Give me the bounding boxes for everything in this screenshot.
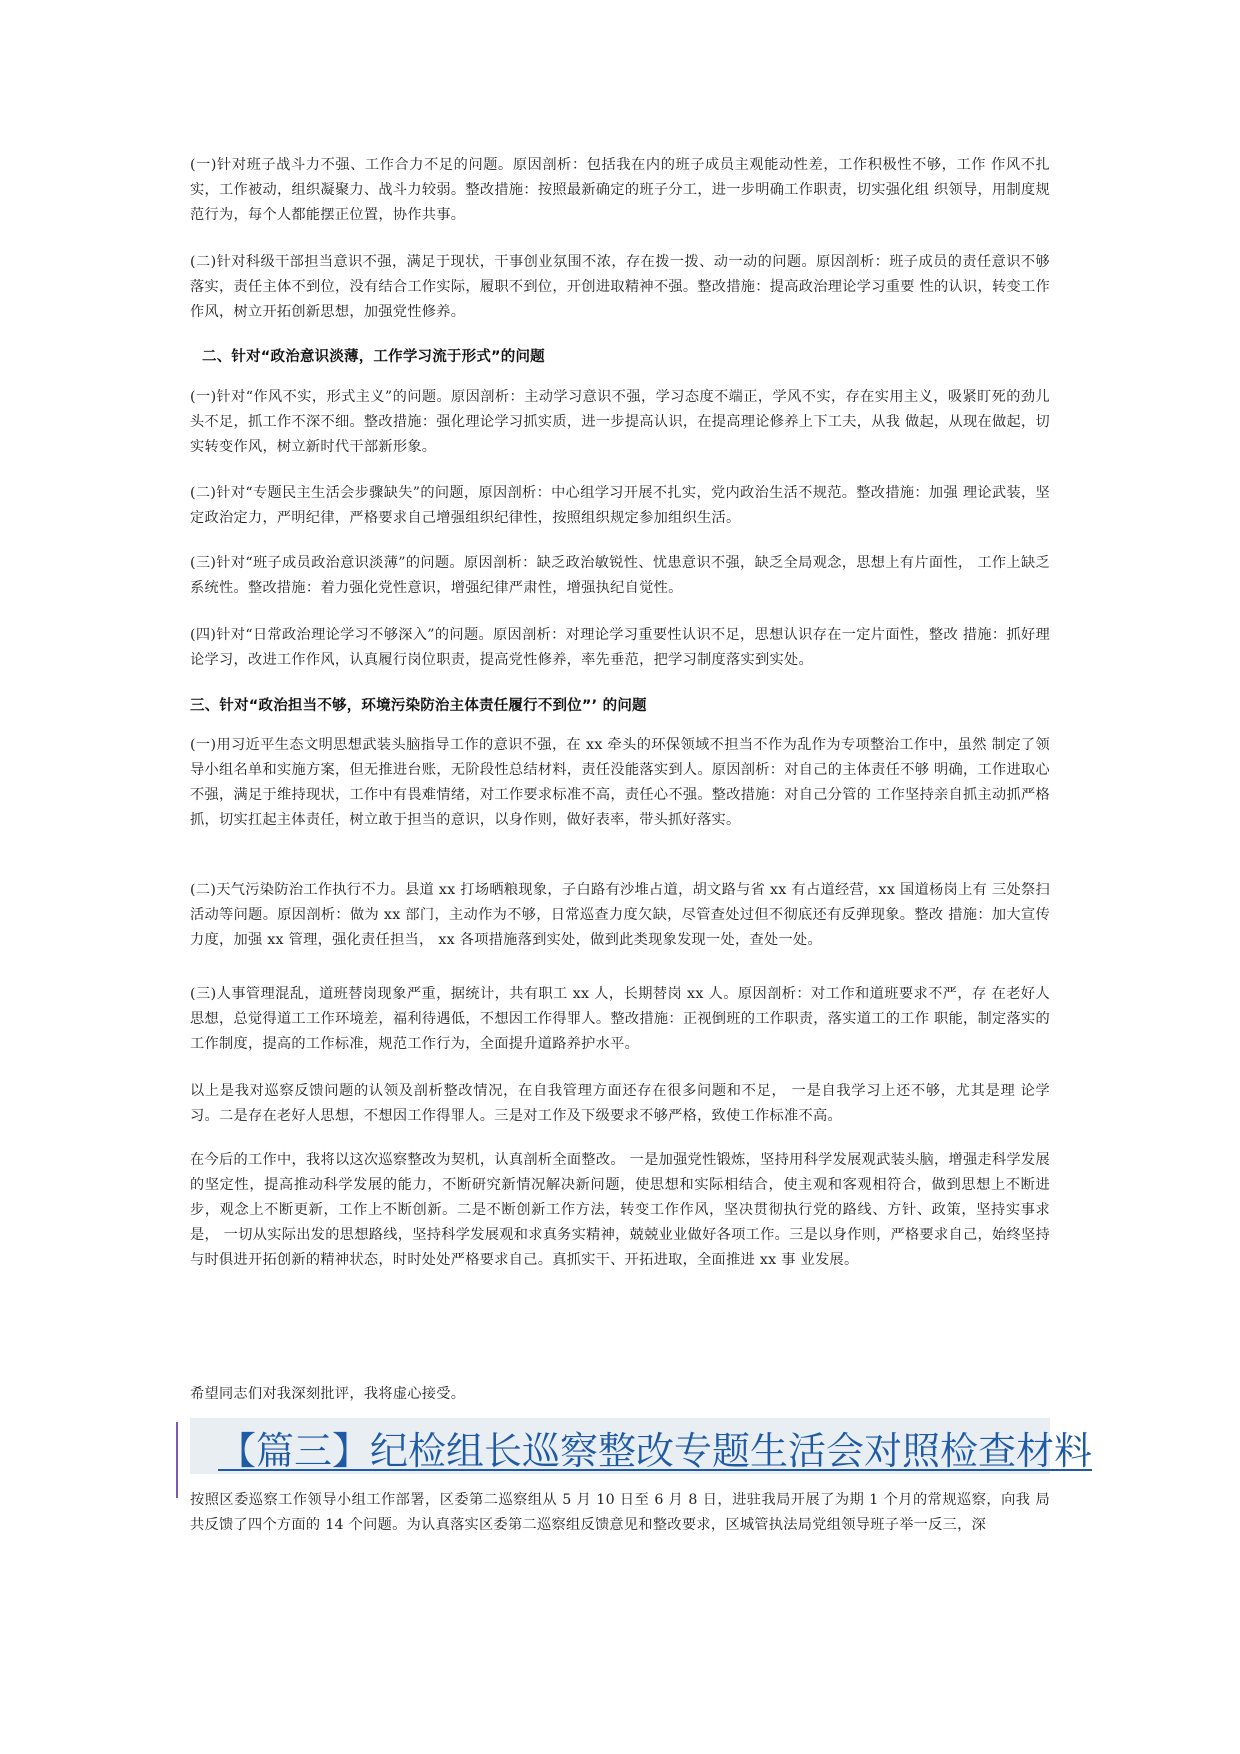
paragraph: 按照区委巡察工作领导小组工作部署，区委第二巡察组从 5 月 10 日至 6 月 8 日，进驻我局开展了为期 1 个月的常规巡察，向我 局共反馈了四个方面的 14 个问题。为认真落实区委第二巡察组反馈意见和整改要求，区城管执法局党组领导班子举一反三，深: [190, 1492, 1050, 1533]
paragraph: (一)针对班子战斗力不强、工作合力不足的问题。原因剖析：包括我在内的班子成员主观能动性差，工作积极性不够，工作 作风不扎实，工作被动，组织凝聚力、战斗力较弱。整改措施：按照最新确定的班子分工，进一步明确工作职责，切实强化组 织领导，用制度规范行为，每个人都能摆正位置，协作共事。: [190, 157, 1050, 223]
paragraph: 在今后的工作中，我将以这次巡察整改为契机，认真剖析全面整改。 一是加强党性锻炼，坚持用科学发展观武装头脑，增强走科学发展的坚定性，提高推动科学发展的能力，不断研究新情况解决新问题，使思想和实际相结合，使主观和客观相符合，做到思想上不断进步，观念上不断更新，工作上不断创新。二是不断创新工作方法，转变工作作风，坚决贯彻执行党的路线、方针、政策，坚持实事求是， 一切从实际出发的思想路线，坚持科学发展观和求真务实精神，兢兢业业做好各项工作。三是以身作则，严格要求自己，始终坚持与时俱进开拓创新的精神状态，时时处处严格要求自己。真抓实干、开拓进取，全面推进 xx 事 业发展。: [190, 1152, 1050, 1268]
article-title-banner[interactable]: [190, 1418, 1093, 1474]
paragraph: 希望同志们对我深刻批评，我将虚心接受。: [190, 1386, 466, 1402]
paragraph: (二)针对“专题民主生活会步骤缺失”的问题，原因剖析：中心组学习开展不扎实，党内政治生活不规范。整改措施：加强 理论武装，坚定政治定力，严明纪律，严格要求自己增强组织纪律性，按照组织规定参加组织生活。: [190, 485, 1050, 526]
paragraph: (二)天气污染防治工作执行不力。县道 xx 打场晒粮现象，子白路有沙堆占道，胡文路与省 xx 有占道经营，xx 国道杨岗上有 三处祭扫活动等问题。原因剖析：做为 xx 部门，主动作为不够，日常巡查力度欠缺，尽管查处过但不彻底还有反弹现象。整改 措施：加大宣传力度，加强 xx 管理，强化责任担当， xx 各项措施落到实处，做到此类现象发现一处，查处一处。: [190, 882, 1050, 948]
paragraph: (二)针对科级干部担当意识不强，满足于现状，干事创业氛围不浓，存在拨一拨、动一动的问题。原因剖析：班子成员的责任意识不够落实，责任主体不到位，没有结合工作实际，履职不到位，开创进取精神不强。整改措施：提高政治理论学习重要 性的认识，转变工作作风，树立开拓创新思想，加强党性修养。: [190, 254, 1050, 320]
paragraph: (三)针对“班子成员政治意识淡薄”的问题。原因剖析：缺乏政治敏锐性、忧患意识不强，缺乏全局观念，思想上有片面性， 工作上缺乏系统性。整改措施：着力强化党性意识，增强纪律严肃性，增强执纪自觉性。: [190, 555, 1050, 596]
paragraph: (三)人事管理混乱，道班替岗现象严重，据统计，共有职工 xx 人，长期替岗 xx 人。原因剖析：对工作和道班要求不严，存 在老好人思想，总觉得道工工作环境差，福利待遇低，不想因工作得罪人。整改措施：正视倒班的工作职责，落实道工的工作 职能，制定落实的工作制度，提高的工作标准，规范工作行为，全面提升道路养护水平。: [190, 986, 1050, 1052]
text-cursor: [176, 1422, 178, 1498]
article-title-link[interactable]: 【篇三】纪检组长巡察整改专题生活会对照检查材料: [218, 1429, 1093, 1473]
paragraph: (四)针对“日常政治理论学习不够深入”的问题。原因剖析：对理论学习重要性认识不足，思想认识存在一定片面性，整改 措施：抓好理论学习，改进工作作风，认真履行岗位职责，提高党性修养，率先垂范，把学习制度落实到实处。: [190, 627, 1050, 668]
paragraph: (一)针对“作风不实，形式主义”的问题。原因剖析：主动学习意识不强，学习态度不端正，学风不实，存在实用主义，吸紧盯死的劲儿头不足，抓工作不深不细。整改措施：强化理论学习抓实质，进一步提高认识，在提高理论修养上下工夫，从我 做起，从现在做起，切实转变作风，树立新时代干部新形象。: [190, 389, 1050, 455]
section-heading: 三、针对“政治担当不够，环境污染防治主体责任履行不到位”’ 的问题: [190, 698, 647, 714]
paragraph: 以上是我对巡察反馈问题的认领及剖析整改情况，在自我管理方面还存在很多问题和不足， 一是自我学习上还不够，尤其是理 论学习。二是存在老好人思想，不想因工作得罪人。三是对工作及下级要求不够严格，致使工作标准不高。: [190, 1083, 1050, 1124]
section-heading: 二、针对“政治意识淡薄，工作学习流于形式”的问题: [202, 349, 545, 365]
paragraph: (一)用习近平生态文明思想武装头脑指导工作的意识不强，在 xx 牵头的环保领域不担当不作为乱作为专项整治工作中，虽然 制定了领导小组名单和实施方案，但无推进台账，无阶段性总结材料，责任没能落实到人。原因剖析：对自己的主体责任不够 明确，工作进取心不强，满足于维持现状，工作中有畏难情绪，对工作要求标准不高，责任心不强。整改措施：对自己分管的 工作坚持亲自抓主动抓严格抓，切实扛起主体责任，树立敢于担当的意识，以身作则，做好表率，带头抓好落实。: [190, 737, 1050, 828]
